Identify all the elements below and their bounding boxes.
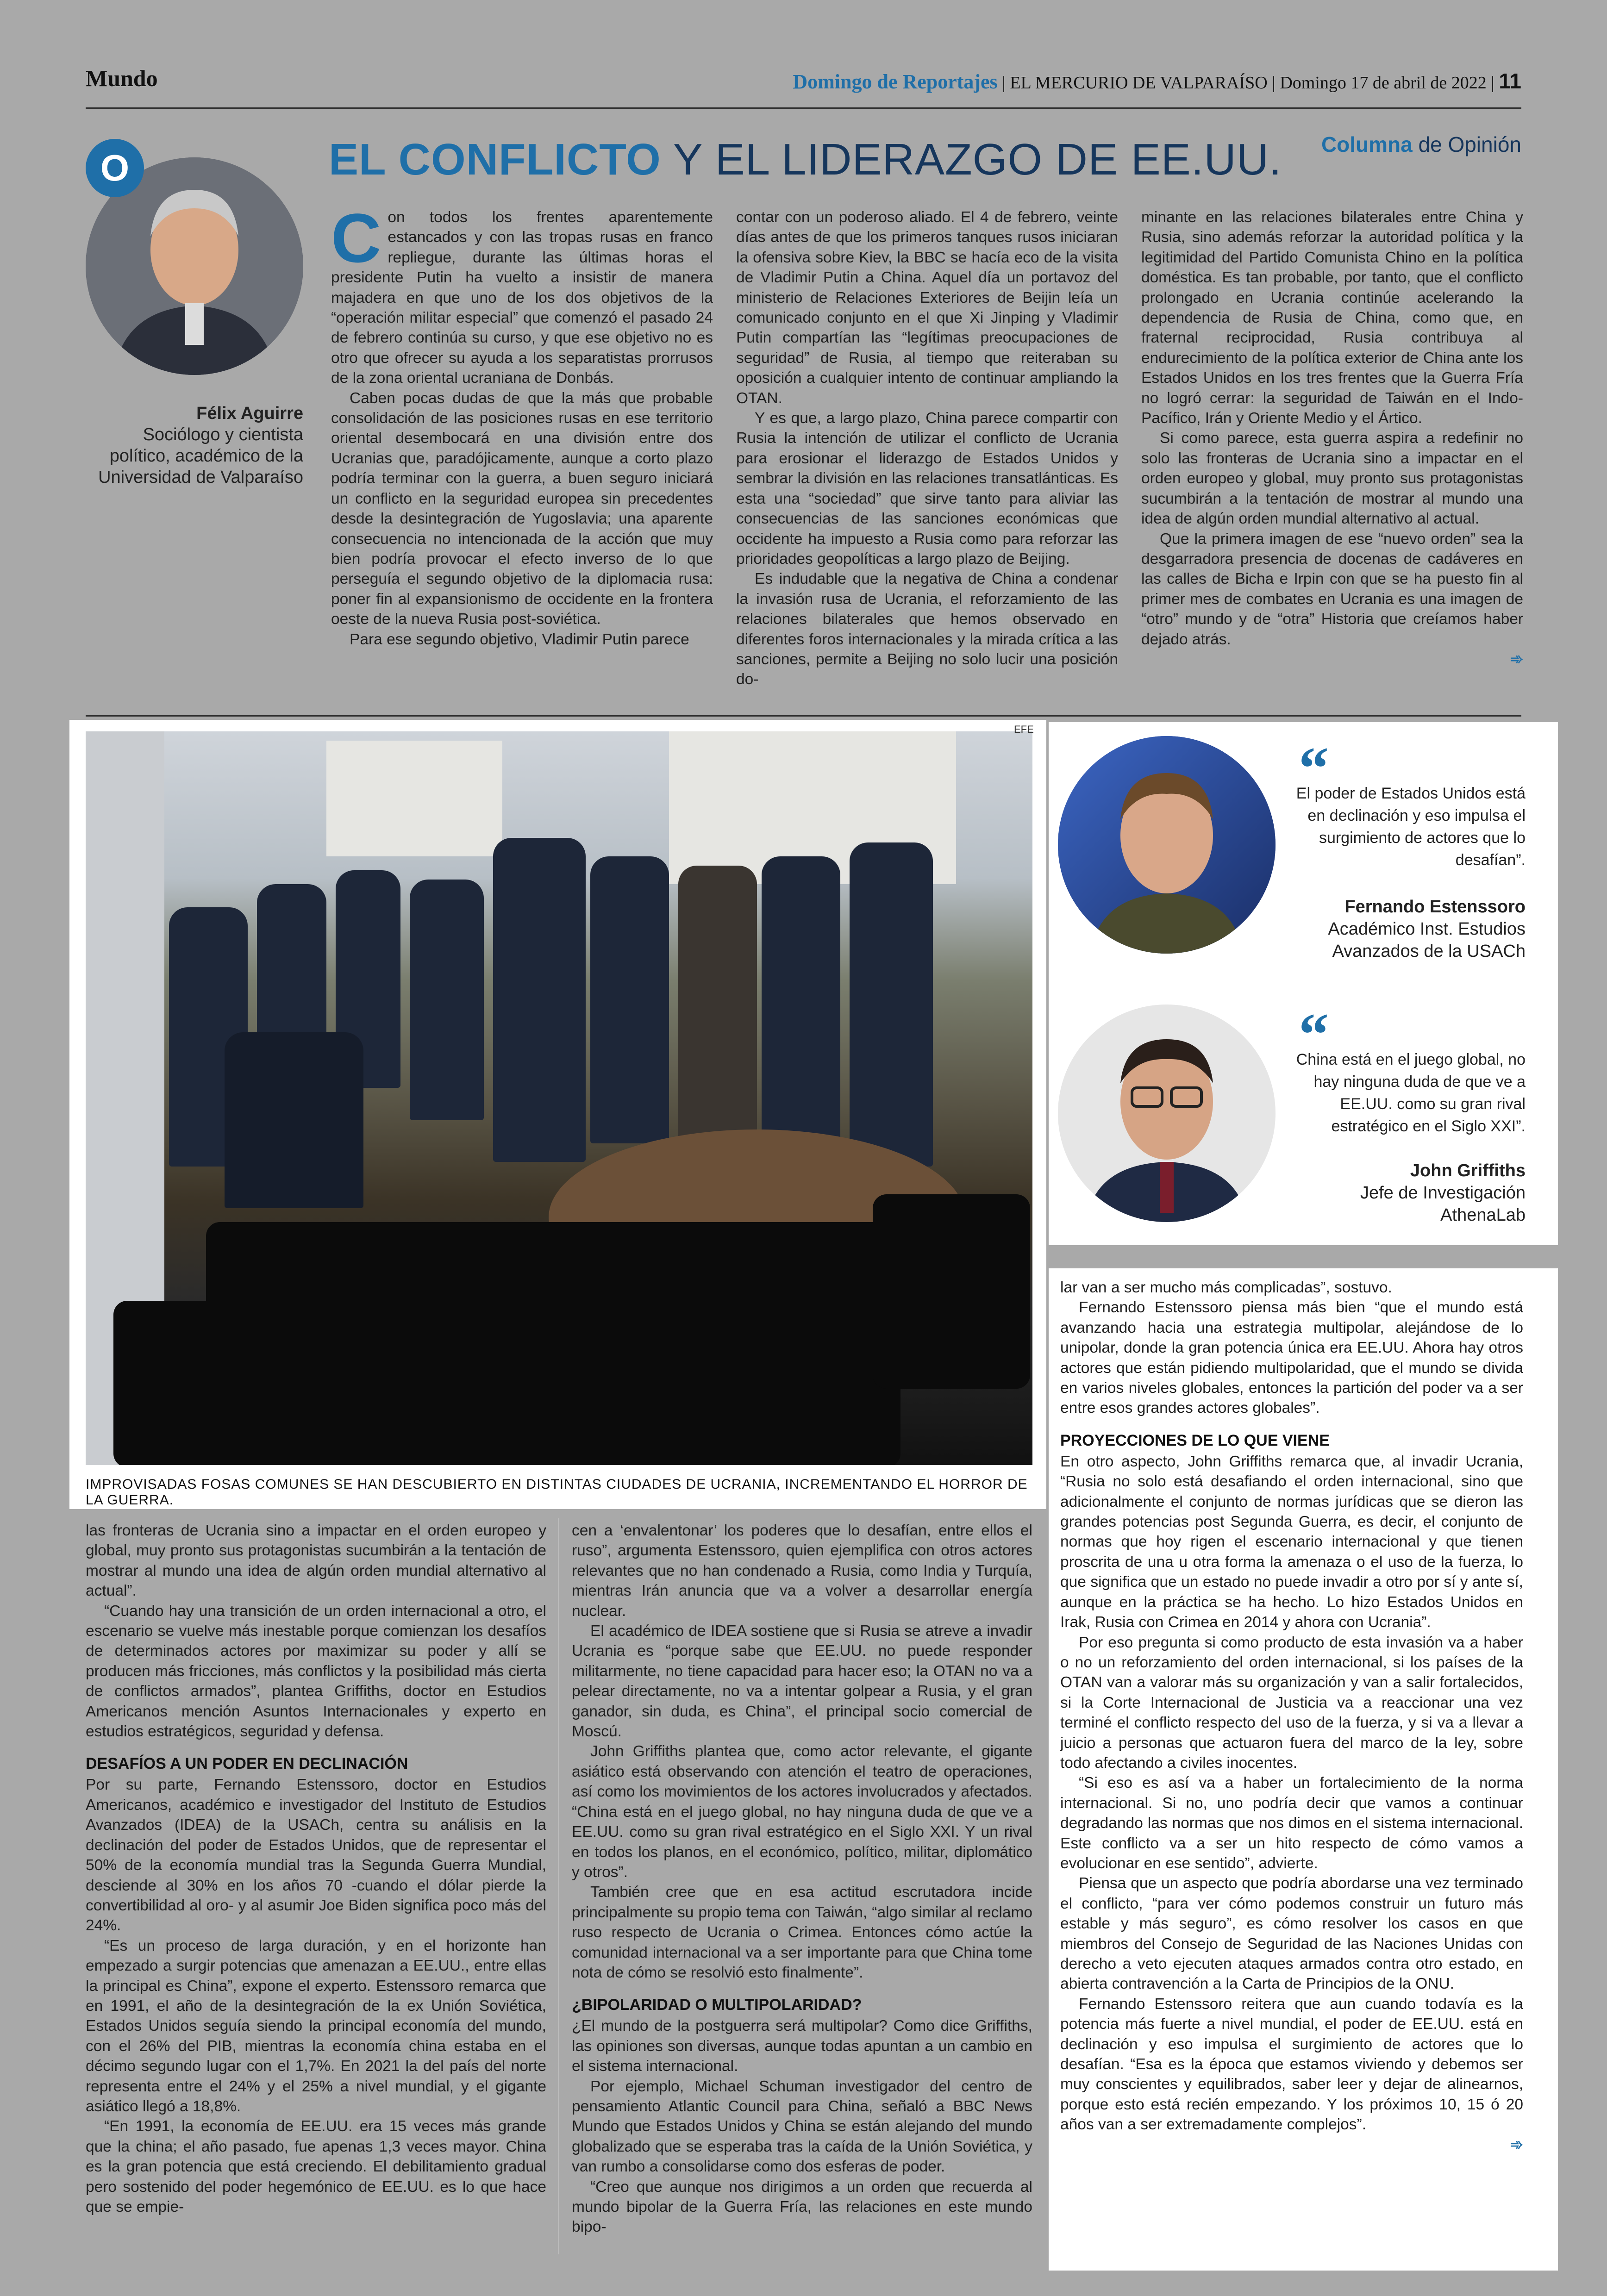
paragraph: on todos los frentes aparentemente estancados y con las tropas rusas en franco repliegue, durante las últimas horas el presidente Putin ha vuelto a insistir de manera majadera en que uno de los dos objetivos de la “operación militar especial” que comenzó el pasado 24 de febrero continúa su curso, y que ese objetivo no es otro que ofrecer su ayuda a los separatistas prorrusos de la zona oriental ucraniana de Donbás. [331, 209, 713, 387]
subheading: ¿BIPOLARIDAD O MULTIPOLARIDAD? [572, 1996, 862, 2014]
paragraph: Caben pocas dudas de que la más que probable consolidación de las posiciones rusas en ese territorio oriental desembocará en una división entre dos Ucranias que, paradójicamente, aunque a corto plazo podría terminar con la guerra, a buen seguro iniciará un conflicto en la seguridad europea sin precedentes desde la desintegración de Yugoslavia; una aparente consecuencia no intencionada de la acción que muy bien podría provocar el efecto inverso de lo que perseguía el segundo objetivo de la diplomacia rusa: poner fin al expansionismo de occidente en la frontera oeste de la nueva Rusia post-soviética. [331, 389, 713, 628]
paragraph: “Es un proceso de larga duración, y en el horizonte han empezado a surgir potencias que amenazan a EE.UU., entre ellas la principal es China”, expone el experto. Estenssoro remarca que en 1991, el año de la desintegración de la ex Unión Soviética, Estados Unidos seguía siendo la principal economía del mundo, con el 26% del PIB, mientras la economía china estaba en el décimo segundo lugar con el 1,7%. En 2021 la del país del norte representa entre el 24% y el 25% a nivel mundial, y el gigante asiático llegó a 18,8%. [86, 1937, 546, 2115]
paragraph: Que la primera imagen de ese “nuevo orden” sea la desgarradora presencia de docenas de cadáveres en las calles de Bicha e Irpin con que se ha puesto fin al primer mes de combates en Ucrania es una imagen de “otro” mundo y de “otra” Historia que creíamos haber dejado atrás. [1141, 530, 1523, 648]
publication-name: Domingo de Reportajes [793, 70, 998, 93]
report-column-1 [86, 1521, 546, 2217]
issue-date: Domingo 17 de abril de 2022 [1280, 73, 1487, 93]
paragraph: Por eso pregunta si como producto de esta invasión va a haber o no un reforzamiento del orden internacional, si los países de la OTAN van a valorar más su organización y van a salir fortalecidos, si la Corte Internacional de Justicia va a reaccionar una vez terminé el conflicto respecto del uso de la fuerza, y si va a llevar a juicio a personas que actuaron fuera del marco de la ley, sobre todo afectando a civiles inocentes. [1060, 1634, 1523, 1772]
paragraph: John Griffiths plantea que, como actor relevante, el gigante asiático está observando con atención el teatro de operaciones, así como los movimientos de los actores involucrados y afectados. “China está en el juego global, no hay ninguna duda de que ve a EE.UU. como su gran rival estratégico en el Siglo XXI. Y un rival en todos los planos, en el económico, político, militar, diplomático y otros”. [572, 1743, 1032, 1881]
paragraph: “En 1991, la economía de EE.UU. era 15 veces más grande que la china; el año pasado, fue apenas 1,3 veces mayor. China es la gran potencia que está creciendo. El debilitamiento gradual pero sostenido del poder hegemónico de EE.UU. es lo que hace que se empie- [86, 2118, 546, 2215]
paragraph: Por ejemplo, Michael Schuman investigador del centro de pensamiento Atlantic Council para China, señaló a BBC News Mundo que Estados Unidos y China se están alejando del mundo globalizado que se esperaba tras la caída de la Unión Soviética, y van rumbo a consolidarse como dos esferas de poder. [572, 2078, 1032, 2176]
author-role: Sociólogo y cientista político, académico de la Universidad de Valparaíso [98, 425, 303, 487]
article-title [329, 134, 1282, 185]
news-photo [86, 731, 1032, 1465]
paragraph: lar van a ser mucho más complicadas”, sostuvo. [1060, 1279, 1392, 1296]
column-label [1321, 132, 1521, 157]
section-label: Mundo [86, 65, 158, 91]
quote-photo-griffiths [1058, 1004, 1276, 1222]
paragraph: minante en las relaciones bilaterales entre China y Rusia, sino además reforzar la autoridad política y la legitimidad del Partido Comunista Chino en la política doméstica. Es tan probable, por tanto, que el conflicto prolongado en Ucrania continúe acelerando la dependencia de Rusia de China, como que, en fraternal reciprocidad, Rusia contribuya al endurecimiento de la política exterior de China ante los Estados Unidos en los tres frentes que la Guerra Fría no logró cerrar: la seguridad de Taiwán en el Indo-Pacífico, Irán y Oriente Medio y el Ártico. [1141, 209, 1523, 427]
paragraph: “Creo que aunque nos dirigimos a un orden que recuerda al mundo bipolar de la Guerra Fría, las relaciones en este mundo bipo- [572, 2178, 1032, 2236]
opinion-column-3 [1141, 207, 1523, 669]
header-meta: Domingo de Reportajes | EL MERCURIO DE VALPARAÍSO | Domingo 17 de abril de 2022 | 11 [793, 69, 1521, 93]
paragraph: Para ese segundo objetivo, Vladimir Putin parece [350, 630, 689, 648]
photo-credit: EFE [1014, 724, 1034, 735]
paragraph: cen a ‘envalentonar’ los poderes que lo desafían, entre ellos el ruso”, argumenta Estenssoro, quien ejemplifica con otros actores relevantes que no han condenado a Rusia, como India y Turquía, mientras Irán anuncia que va a volver a desarrollar energía nuclear. [572, 1522, 1032, 1620]
subheading: DESAFÍOS A UN PODER EN DECLINACIÓN [86, 1755, 408, 1773]
title-rest: Y EL LIDERAZGO DE EE.UU. [673, 135, 1282, 184]
quote-attribution [1294, 1160, 1526, 1226]
paragraph: Y es que, a largo plazo, China parece compartir con Rusia la intención de utilizar el conflicto de Ucrania para erosionar el liderazgo de Estados Unidos y sembrar la división en las relaciones transatlánticas. Es esta una “sociedad” que sirve tanto para aliviar las consecuencias de las sanciones económicas que occidente ha impuesto a Rusia como para reforzar las prioridades geopolíticas a largo plazo de Beijing. [736, 410, 1118, 568]
paragraph: contar con un poderoso aliado. El 4 de febrero, veinte días antes de que los primeros tanques rusos iniciaran la ofensiva sobre Kiev, la BBC se hacía eco de la visita de Vladimir Putin a China. Aquel día un portavoz del ministerio de Relaciones Exteriores de Beijin leía un comunicado conjunto en el que Xi Jinping y Vladimir Putin compartían las “legítimas preocupaciones de seguridad” de Rusia, al tiempo que reiteraban su oposición a cualquier intento de continuar ampliando la OTAN. [736, 209, 1118, 407]
column-label-part1: Columna [1321, 132, 1413, 156]
author-name: Félix Aguirre [196, 404, 303, 423]
newspaper-name: EL MERCURIO DE VALPARAÍSO [1010, 73, 1268, 93]
paragraph: “Si eso es así va a haber un fortalecimiento de la norma internacional. Si no, uno podría decir que vamos a continuar degradando las normas que nos dimos en el sistema internacional. Este conflicto va a ser un hito respecto de cómo vamos a evolucionar en ese sentido”, advierte. [1060, 1774, 1523, 1872]
paragraph: El académico de IDEA sostiene que si Rusia se atreve a invadir Ucrania es “porque sabe que EE.UU. no puede responder militarmente, no tiene capacidad para hacer eso; la OTAN no va a pelear directamente, no va a intentar golpear a Rusia, y el gran ganador, sin duda, es China”, el principal socio comercial de Moscú. [572, 1622, 1032, 1741]
quote-mark-icon: “ [1299, 1001, 1329, 1068]
author-meta [86, 403, 303, 488]
subheading: PROYECCIONES DE LO QUE VIENE [1060, 1431, 1330, 1449]
paragraph: Por su parte, Fernando Estenssoro, doctor en Estudios Americanos, académico e investigador del Instituto de Estudios Avanzados (IDEA) de la USACh, centra su análisis en la declinación del poder de Estados Unidos, que de representar el 50% de la economía mundial tras la Segunda Guerra Mundial, desciende al 30% en los años 70 -cuando el dólar pierde la convertibilidad al oro- y al asumir Joe Biden significa poco más del 24%. [86, 1776, 546, 1934]
paragraph: Fernando Estenssoro piensa más bien “que el mundo está avanzando hacia una estrategia multipolar, alejándose de lo unipolar, donde la gran potencia única era EE.UU. Ahora hay otros actores que están pidiendo multipolaridad, que el mundo se divida en varios niveles globales, entonces la partición del poder va a ser entre esos grandes actores globales”. [1060, 1299, 1523, 1417]
paragraph: ¿El mundo de la postguerra será multipolar? Como dice Griffiths, las opiniones son diversas, aunque todas apuntan a un cambio en el sistema internacional. [572, 2017, 1032, 2075]
quote-attribution [1294, 896, 1526, 962]
header-rule [86, 107, 1521, 109]
quotes-panel [1049, 722, 1558, 1245]
quote-text: El poder de Estados Unidos está en declinación y eso impulsa el surgimiento de actores que lo desafían”. [1296, 785, 1526, 869]
title-highlight: EL CONFLICTO [329, 135, 661, 184]
quote-photo-estenssoro [1058, 736, 1276, 954]
paragraph: Si como parece, esta guerra aspira a redefinir no solo las fronteras de Ucrania sino a impactar en el orden europeo y global, muy pronto sus protagonistas sucumbirán a la tentación de mostrar al mundo una idea de algún orden mundial alternativo al actual. [1141, 430, 1523, 528]
opinion-column-1 [331, 199, 713, 649]
paragraph: las fronteras de Ucrania sino a impactar en el orden europeo y global, muy pronto sus protagonistas sucumbirán a la tentación de mostrar al mundo una idea de algún orden mundial alternativo al actual”. [86, 1522, 546, 1600]
report-column-3 [1060, 1278, 1523, 2155]
paragraph: También cree que en esa actitud escrutadora incide principalmente su propio tema con Taiwán, “algo similar al reclamo ruso respecto de Ucrania o Crimea. Entonces cómo actúe la comunidad internacional va a ser importante para que China tome nota de cómo se resolvió esto finalmente”. [572, 1884, 1032, 1981]
continue-arrow-icon: ➾ [1510, 2136, 1523, 2153]
column-divider [558, 1518, 559, 2254]
photo-caption: IMPROVISADAS FOSAS COMUNES SE HAN DESCUBIERTO EN DISTINTAS CIUDADES DE UCRANIA, INCREMENTANDO EL HORROR DE LA GUERRA. [86, 1477, 1028, 1508]
quote-role: Académico Inst. Estudios Avanzados de la USACh [1328, 919, 1526, 961]
opinion-column-2 [736, 207, 1118, 690]
paragraph: En otro aspecto, John Griffiths remarca que, al invadir Ucrania, “Rusia no solo está desafiando el orden internacional, sino que adicionalmente el conjunto de normas jurídicas que se dieron las grandes potencias post Segunda Guerra, es decir, el conjunto de normas que hoy rigen el escenario internacional y que tienen proscrita de una u otra forma la amenaza o el uso de la fuerza, lo que significa que un estado no puede invadir a otro por sí y ante sí, aunque en la práctica se ha hecho. Lo hizo Estados Unidos en Irak, Rusia con Crimea en 2014 y ahora con Ucrania”. [1060, 1453, 1523, 1631]
quote-name: John Griffiths [1410, 1161, 1526, 1180]
report-column-2 [572, 1521, 1032, 2237]
page-number: 11 [1499, 69, 1521, 93]
continue-arrow-icon: ➾ [1510, 650, 1523, 668]
quote-role: Jefe de Investigación AthenaLab [1360, 1183, 1526, 1225]
section-rule [86, 715, 1521, 717]
drop-cap: C [331, 199, 381, 277]
paragraph: Fernando Estenssoro reitera que aun cuando todavía es la potencia más fuerte a nivel mundial, el poder de EE.UU. está en declinación y eso impulsa el surgimiento de actores que lo desafían. “Esa es la época que estamos viviendo y debemos ser muy conscientes y equilibrados, saber leer y dejar de alinearnos, porque esto está recién empezando. Y los próximos 10, 15 ó 20 años van a ser extremadamente complejos”. [1060, 1995, 1523, 2134]
quote-name: Fernando Estenssoro [1344, 897, 1526, 917]
quote-mark-icon: “ [1299, 735, 1329, 802]
opinion-badge: O [86, 139, 144, 197]
column-label-part2: de Opinión [1418, 132, 1521, 156]
paragraph: Es indudable que la negativa de China a condenar la invasión rusa de Ucrania, el reforzamiento de las relaciones bilaterales que hemos observado en diferentes foros internacionales y la mirada crítica a las sanciones, permite a Beijing no solo lucir una posición do- [736, 570, 1118, 688]
paragraph: “Cuando hay una transición de un orden internacional a otro, el escenario se vuelve más inestable porque comienzan los desafíos de determinados actores por maximizar su poder y allí se producen más fricciones, más conflictos y la posibilidad más cierta de conflictos armados”, plantea Griffiths, doctor en Estudios Americanos mención Asuntos Internacionales y experto en estudios estratégicos, seguridad y defensa. [86, 1602, 546, 1741]
paragraph: Piensa que un aspecto que podría abordarse una vez terminado el conflicto, “para ver cómo podemos construir un futuro más estable y más seguro”, es cómo resolver los casos en que miembros del Consejo de Seguridad de las Naciones Unidas con derecho a veto ejecuten ataques armados contra otro estado, en abierta contravención a la Carta de Principios de la ONU. [1060, 1875, 1523, 1993]
quote-text: China está en el juego global, no hay ninguna duda de que ve a EE.UU. como su gran rival estratégico en el Siglo XXI”. [1296, 1051, 1526, 1135]
